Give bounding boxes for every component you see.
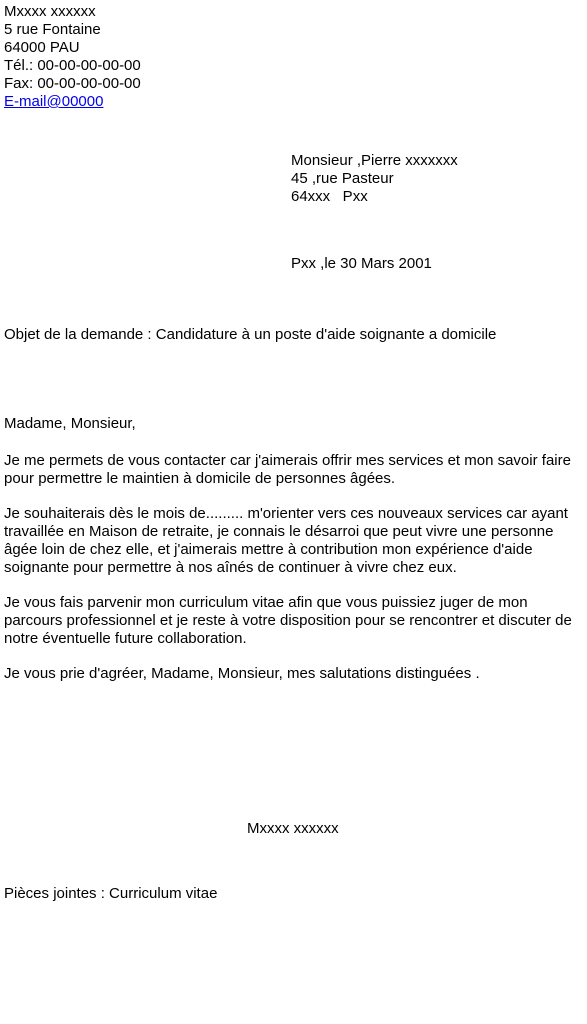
recipient-city: 64xxx Pxx xyxy=(291,188,368,205)
sender-fax: Fax: 00-00-00-00-00 xyxy=(4,75,141,92)
sender-city: 64000 PAU xyxy=(4,39,80,56)
sender-address-block xyxy=(4,3,141,111)
recipient-street: 45 ,rue Pasteur xyxy=(291,170,394,187)
enclosures-note: Pièces jointes : Curriculum vitae xyxy=(4,885,218,902)
sender-name: Mxxxx xxxxxx xyxy=(4,3,96,20)
sender-phone: Tél.: 00-00-00-00-00 xyxy=(4,57,141,74)
body-paragraph-3: Je vous fais parvenir mon curriculum vitae afin que vous puissiez juger de mon parcours professionnel et je reste à votre disposition pour se rencontrer et discuter de notre éventuelle future collaboration. xyxy=(4,594,572,647)
sender-street: 5 rue Fontaine xyxy=(4,21,101,38)
letter-subject: Objet de la demande : Candidature à un poste d'aide soignante a domicile xyxy=(4,326,497,343)
letter-date: Pxx ,le 30 Mars 2001 xyxy=(291,255,432,272)
sender-email-link[interactable]: E-mail@00000 xyxy=(4,93,104,110)
recipient-name: Monsieur ,Pierre xxxxxxx xyxy=(291,152,458,169)
signature-name: Mxxxx xxxxxx xyxy=(247,820,339,837)
recipient-address-block xyxy=(291,152,458,206)
body-paragraph-1: Je me permets de vous contacter car j'aimerais offrir mes services et mon savoir faire pour permettre le maintien à domicile de personnes âgées. xyxy=(4,452,571,487)
body-paragraph-2: Je souhaiterais dès le mois de......... m'orienter vers ces nouveaux services car ayant travaillée en Maison de retraite, je connais le désarroi que peut vivre une personne âgée loin de chez elle, et j'aimerais mettre à contribution mon expérience d'aide soignante pour permettre à nos aînés de continuer à vivre chez eux. xyxy=(4,505,568,576)
letter-salutation: Madame, Monsieur, xyxy=(4,415,136,432)
closing-paragraph: Je vous prie d'agréer, Madame, Monsieur, mes salutations distinguées . xyxy=(4,665,480,682)
